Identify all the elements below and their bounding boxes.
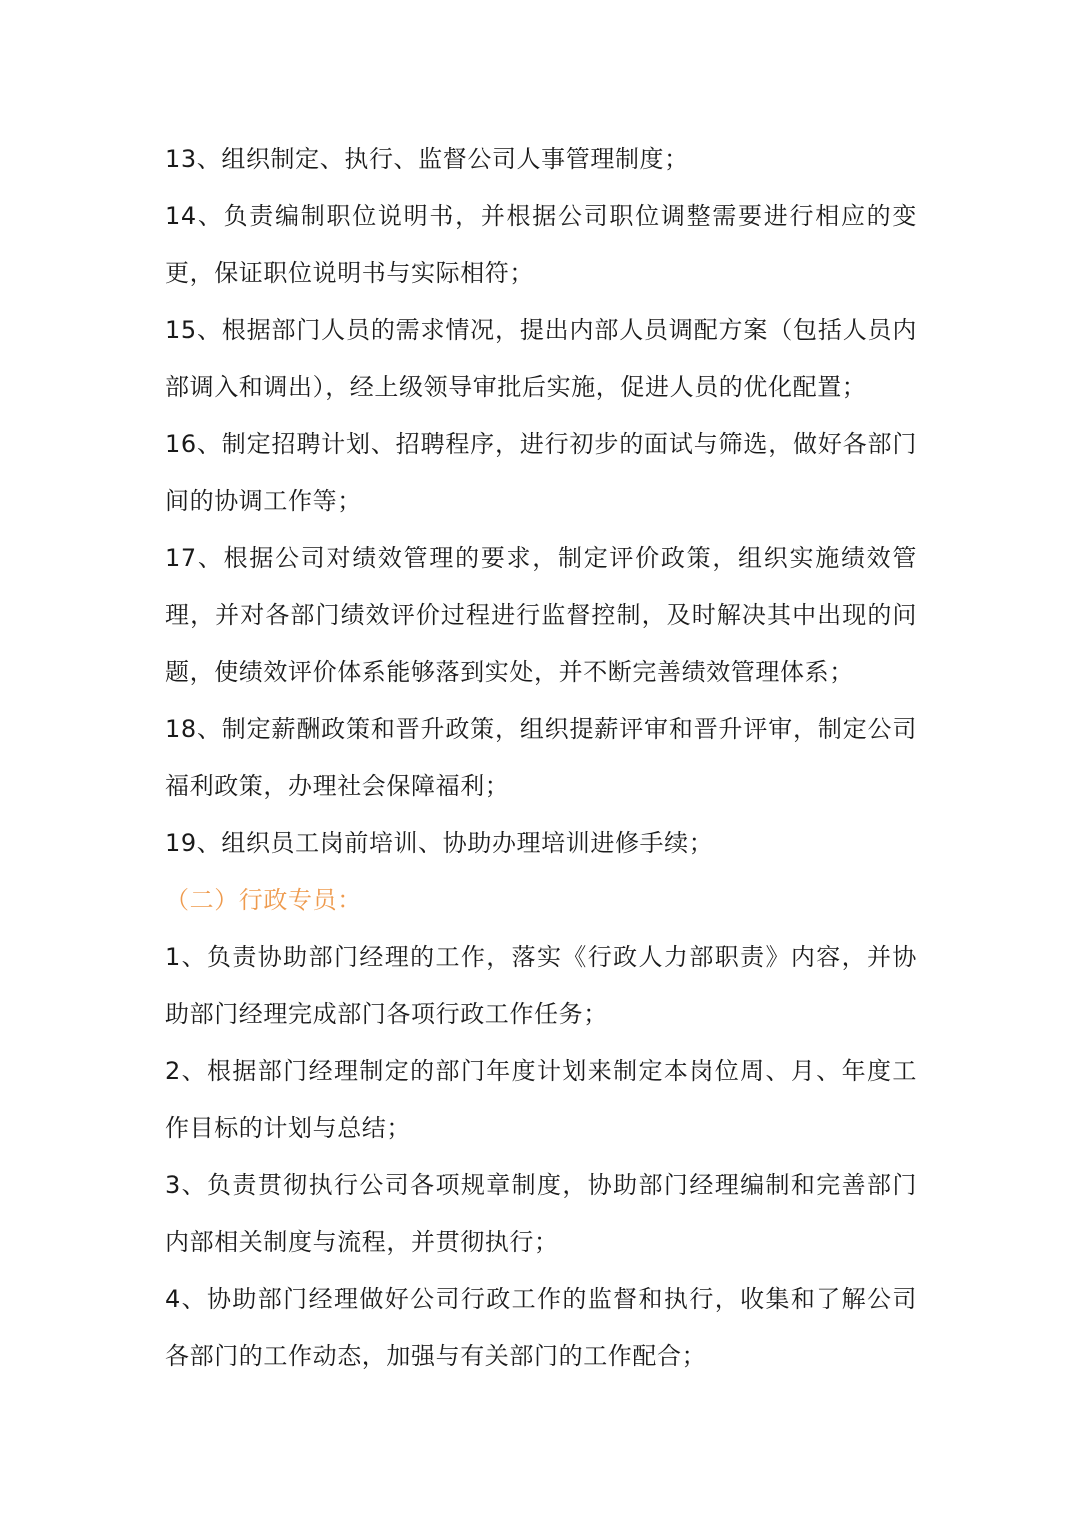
duty-item-14: 14、负责编制职位说明书，并根据公司职位调整需要进行相应的变更，保证职位说明书与实际相符； bbox=[165, 202, 917, 287]
admin-duty-item-2: 2、根据部门经理制定的部门年度计划来制定本岗位周、月、年度工作目标的计划与总结； bbox=[165, 1057, 917, 1142]
duty-item-17: 17、根据公司对绩效管理的要求，制定评价政策，组织实施绩效管理，并对各部门绩效评价过程进行监督控制，及时解决其中出现的问题，使绩效评价体系能够落到实处，并不断完善绩效管理体系； bbox=[165, 544, 917, 686]
duty-item-18: 18、制定薪酬政策和晋升政策，组织提薪评审和晋升评审，制定公司福利政策，办理社会保障福利； bbox=[165, 715, 917, 800]
duty-item-15: 15、根据部门人员的需求情况，提出内部人员调配方案（包括人员内部调入和调出），经上级领导审批后实施，促进人员的优化配置； bbox=[165, 316, 917, 401]
section-heading: （二）行政专员： bbox=[165, 886, 362, 914]
admin-duty-item-1: 1、负责协助部门经理的工作，落实《行政人力部职责》内容，并协助部门经理完成部门各项行政工作任务； bbox=[165, 943, 917, 1028]
duty-item-16: 16、制定招聘计划、招聘程序，进行初步的面试与筛选，做好各部门间的协调工作等； bbox=[165, 430, 917, 515]
document-body bbox=[165, 131, 917, 1385]
admin-duty-item-4: 4、协助部门经理做好公司行政工作的监督和执行，收集和了解公司各部门的工作动态，加强与有关部门的工作配合； bbox=[165, 1285, 917, 1370]
duty-item-13: 13、组织制定、执行、监督公司人事管理制度； bbox=[165, 145, 689, 173]
admin-duty-item-3: 3、负责贯彻执行公司各项规章制度，协助部门经理编制和完善部门内部相关制度与流程，并贯彻执行； bbox=[165, 1171, 917, 1256]
duty-item-19: 19、组织员工岗前培训、协助办理培训进修手续； bbox=[165, 829, 714, 857]
